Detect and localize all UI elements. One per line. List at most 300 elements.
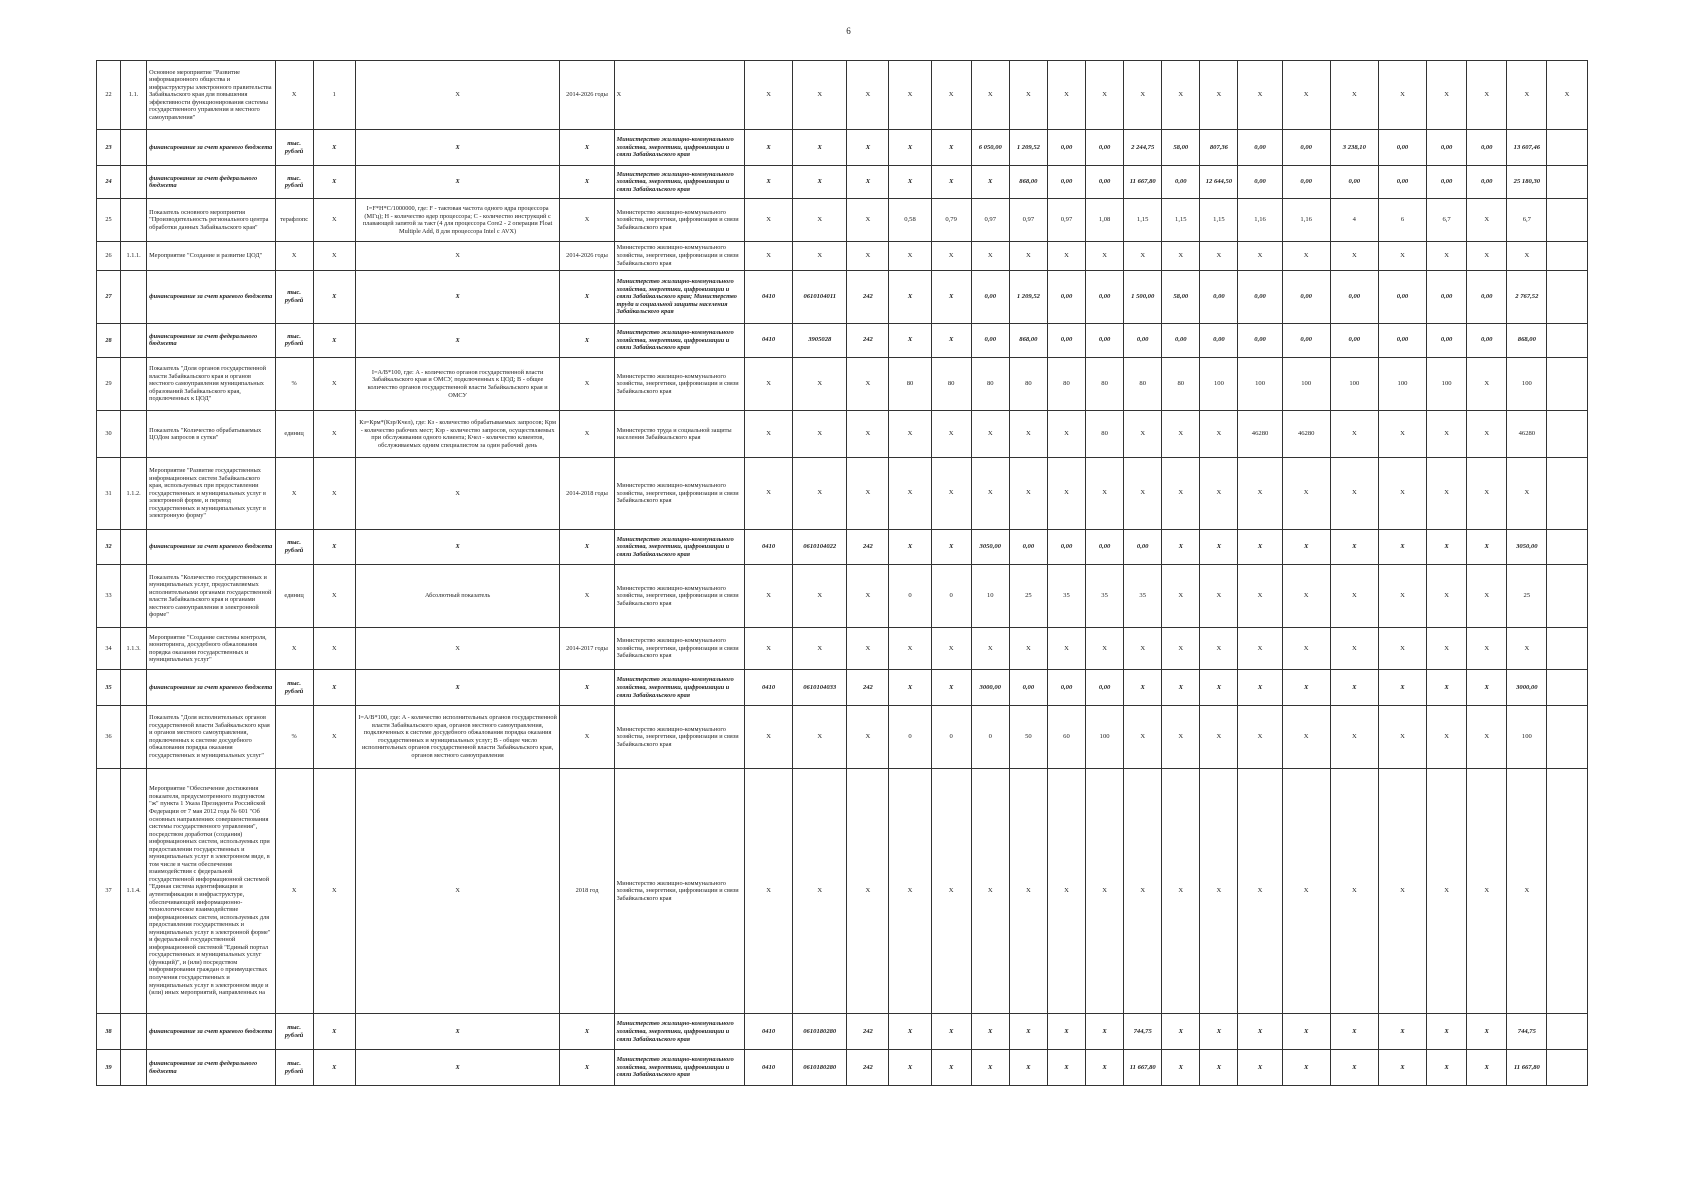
name-cell: Показатель "Доля органов государственной власти Забайкальского края и органов местного самоуправления муниципальных образований Забайкальского края, подключенных к ЦОД" <box>147 357 275 411</box>
value-cell <box>1547 357 1587 411</box>
weight-cell: Х <box>313 357 355 411</box>
table-row <box>97 1014 1645 1050</box>
period-cell: Х <box>560 529 614 565</box>
value-cell: Х <box>1427 768 1467 1014</box>
value-cell: Х <box>889 241 931 270</box>
name-cell: Показатель "Количество государственных и муниципальных услуг, предоставляемых исполнительными органами государственной власти Забайкальского края и органами местного самоуправления в электронной форме" <box>147 565 275 628</box>
value-cell: Х <box>1086 768 1124 1014</box>
row-number-cell: 23 <box>97 130 121 166</box>
value-cell: Х <box>1124 670 1162 706</box>
formula-cell: Кз=Крм*(Кзр/Кчел), где: Кз - количество обрабатываемых запросов; Крм - количество рабочих мест; Кзр - количество запросов, осуществляемых при обслуживании одного клиента; Кчел - количество клиентов, обслуживаемых одним специалистом за один рабочий день <box>355 411 560 458</box>
value-cell: Х <box>1427 670 1467 706</box>
value-cell: Х <box>1200 61 1238 130</box>
value-cell: Х <box>793 199 847 241</box>
value-cell: Х <box>1282 61 1330 130</box>
period-cell: Х <box>560 706 614 769</box>
value-cell: Х <box>931 241 971 270</box>
value-cell: Х <box>971 768 1009 1014</box>
value-cell: Х <box>1467 357 1507 411</box>
value-cell: Х <box>1378 61 1426 130</box>
value-cell: 3905028 <box>793 324 847 358</box>
value-cell: Х <box>971 241 1009 270</box>
value-cell: Х <box>1330 529 1378 565</box>
table-row <box>97 706 1645 769</box>
value-cell: 35 <box>1124 565 1162 628</box>
value-cell <box>1547 199 1587 241</box>
value-cell: Х <box>1282 529 1330 565</box>
value-cell: 60 <box>1047 706 1085 769</box>
value-cell: 0410 <box>745 670 793 706</box>
value-cell: 242 <box>847 270 889 324</box>
name-cell: Основное мероприятие "Развитие информационного общества и инфраструктуры электронного правительства Забайкальского края для повышения эффективности функционирования системы государственного управления и местного самоуправления" <box>147 61 275 130</box>
formula-cell: Х <box>355 627 560 669</box>
value-cell: Х <box>1378 768 1426 1014</box>
value-cell <box>1547 241 1587 270</box>
value-cell: Х <box>745 706 793 769</box>
value-cell: Х <box>889 627 931 669</box>
value-cell: 0,00 <box>1238 324 1282 358</box>
name-cell: Мероприятие "Создание и развитие ЦОД" <box>147 241 275 270</box>
table-row <box>97 411 1645 458</box>
value-cell: Х <box>931 324 971 358</box>
value-cell: Х <box>1378 670 1426 706</box>
period-cell: Х <box>560 130 614 166</box>
value-cell: 100 <box>1427 357 1467 411</box>
row-number-cell: 39 <box>97 1050 121 1086</box>
value-cell: Х <box>745 411 793 458</box>
value-cell: 0,58 <box>889 199 931 241</box>
value-cell: Х <box>793 61 847 130</box>
unit-cell: единиц <box>275 411 313 458</box>
unit-cell: % <box>275 357 313 411</box>
value-cell: 0610104011 <box>793 270 847 324</box>
formula-cell: I=A/B*100, где: A - количество органов государственной власти Забайкальского края и ОМСУ, подключенных к ЦОД; B - общее количество органов государственной власти Забайкальского края и ОМСУ <box>355 357 560 411</box>
value-cell: 0,00 <box>971 270 1009 324</box>
unit-cell: Х <box>275 768 313 1014</box>
value-cell: 242 <box>847 1014 889 1050</box>
value-cell: Х <box>889 529 931 565</box>
value-cell: Х <box>931 768 971 1014</box>
row-number-cell: 26 <box>97 241 121 270</box>
unit-cell: Х <box>275 627 313 669</box>
value-cell: Х <box>1427 61 1467 130</box>
value-cell: 6,7 <box>1507 199 1547 241</box>
name-cell: финансирование за счет краевого бюджета <box>147 529 275 565</box>
value-cell: 1 500,00 <box>1124 270 1162 324</box>
value-cell: Х <box>1467 529 1507 565</box>
value-cell: 1,15 <box>1200 199 1238 241</box>
value-cell: Х <box>1467 565 1507 628</box>
value-cell: Х <box>1467 706 1507 769</box>
value-cell: Х <box>847 241 889 270</box>
value-cell: 2 767,52 <box>1507 270 1547 324</box>
value-cell: 100 <box>1378 357 1426 411</box>
value-cell: 0,00 <box>1086 324 1124 358</box>
value-cell: 1,08 <box>1086 199 1124 241</box>
row-number-cell: 24 <box>97 165 121 199</box>
value-cell: Х <box>1427 706 1467 769</box>
value-cell: 0,00 <box>1047 270 1085 324</box>
value-cell: Х <box>971 165 1009 199</box>
row-number-cell: 33 <box>97 565 121 628</box>
name-cell: финансирование за счет краевого бюджета <box>147 670 275 706</box>
formula-cell: Х <box>355 768 560 1014</box>
value-cell: Х <box>1282 768 1330 1014</box>
period-cell: 2014-2026 годы <box>560 241 614 270</box>
value-cell: Х <box>1124 706 1162 769</box>
value-cell: 0,00 <box>1047 324 1085 358</box>
code-cell <box>121 706 147 769</box>
value-cell: 0610104033 <box>793 670 847 706</box>
value-cell: 0,00 <box>1200 324 1238 358</box>
value-cell: Х <box>1047 627 1085 669</box>
value-cell: 3000,00 <box>1507 670 1547 706</box>
value-cell: 0,00 <box>1378 130 1426 166</box>
value-cell: Х <box>971 61 1009 130</box>
value-cell: 0,00 <box>1238 130 1282 166</box>
code-cell <box>121 165 147 199</box>
value-cell: 0 <box>889 565 931 628</box>
unit-cell: тыс. рублей <box>275 324 313 358</box>
value-cell: 100 <box>1200 357 1238 411</box>
value-cell: Х <box>1467 458 1507 529</box>
value-cell: 0,00 <box>1047 670 1085 706</box>
value-cell <box>1547 706 1587 769</box>
unit-cell: тыс. рублей <box>275 670 313 706</box>
value-cell: Х <box>847 706 889 769</box>
value-cell: Х <box>931 165 971 199</box>
program-table <box>96 60 1645 1086</box>
value-cell: Х <box>847 627 889 669</box>
executor-cell: Министерство жилищно-коммунального хозяйства, энергетики, цифровизации и связи Забайкальского края <box>614 1050 744 1086</box>
value-cell: Х <box>1330 241 1378 270</box>
period-cell: Х <box>560 165 614 199</box>
value-cell: Х <box>1238 1050 1282 1086</box>
value-cell: Х <box>1009 1014 1047 1050</box>
code-cell <box>121 357 147 411</box>
weight-cell: Х <box>313 627 355 669</box>
period-cell: Х <box>560 270 614 324</box>
value-cell: Х <box>847 61 889 130</box>
value-cell: Х <box>889 670 931 706</box>
value-cell: Х <box>1282 1050 1330 1086</box>
unit-cell: тыс. рублей <box>275 1014 313 1050</box>
value-cell: Х <box>1467 627 1507 669</box>
weight-cell: Х <box>313 130 355 166</box>
weight-cell: 1 <box>313 61 355 130</box>
value-cell <box>1547 1014 1587 1050</box>
value-cell: Х <box>1086 1014 1124 1050</box>
value-cell: Х <box>931 458 971 529</box>
value-cell: 35 <box>1086 565 1124 628</box>
value-cell: 2 244,75 <box>1124 130 1162 166</box>
value-cell: Х <box>1200 768 1238 1014</box>
unit-cell: тыс. рублей <box>275 529 313 565</box>
value-cell: Х <box>745 768 793 1014</box>
value-cell: Х <box>1047 241 1085 270</box>
value-cell: 100 <box>1086 706 1124 769</box>
executor-cell: Министерство жилищно-коммунального хозяйства, энергетики, цифровизации и связи Забайкальского края <box>614 130 744 166</box>
weight-cell: Х <box>313 458 355 529</box>
value-cell: Х <box>1238 565 1282 628</box>
value-cell: Х <box>1047 61 1085 130</box>
formula-cell: Х <box>355 670 560 706</box>
weight-cell: Х <box>313 1050 355 1086</box>
row-number-cell: 38 <box>97 1014 121 1050</box>
value-cell: 4 <box>1330 199 1378 241</box>
row-number-cell: 27 <box>97 270 121 324</box>
weight-cell: Х <box>313 706 355 769</box>
code-cell <box>121 1014 147 1050</box>
value-cell: 0,00 <box>1086 270 1124 324</box>
value-cell: Х <box>1086 1050 1124 1086</box>
value-cell <box>1547 165 1587 199</box>
value-cell: Х <box>1162 627 1200 669</box>
value-cell: Х <box>971 627 1009 669</box>
executor-cell: Министерство жилищно-коммунального хозяйства, энергетики, цифровизации и связи Забайкальского края <box>614 357 744 411</box>
value-cell: 0,00 <box>1047 165 1085 199</box>
value-cell: Х <box>847 411 889 458</box>
value-cell: 0410 <box>745 1014 793 1050</box>
table-row <box>97 270 1645 324</box>
value-cell: Х <box>1124 411 1162 458</box>
name-cell: финансирование за счет краевого бюджета <box>147 270 275 324</box>
value-cell: 1,15 <box>1124 199 1162 241</box>
value-cell: 0610104022 <box>793 529 847 565</box>
value-cell: Х <box>745 61 793 130</box>
code-cell <box>121 1050 147 1086</box>
value-cell: 0,00 <box>1330 270 1378 324</box>
value-cell <box>1547 768 1587 1014</box>
value-cell: 0410 <box>745 324 793 358</box>
code-cell <box>121 324 147 358</box>
value-cell: Х <box>793 706 847 769</box>
value-cell: Х <box>1047 1050 1085 1086</box>
value-cell: Х <box>1124 768 1162 1014</box>
weight-cell: Х <box>313 270 355 324</box>
value-cell: Х <box>1047 411 1085 458</box>
value-cell: Х <box>1009 1050 1047 1086</box>
value-cell: 0410 <box>745 529 793 565</box>
value-cell: Х <box>1124 61 1162 130</box>
unit-cell: % <box>275 706 313 769</box>
value-cell: Х <box>793 627 847 669</box>
value-cell: 0,00 <box>971 324 1009 358</box>
unit-cell: терафлопс <box>275 199 313 241</box>
value-cell: 58,00 <box>1162 270 1200 324</box>
period-cell: 2018 год <box>560 768 614 1014</box>
formula-cell: Х <box>355 458 560 529</box>
unit-cell: тыс. рублей <box>275 1050 313 1086</box>
row-number-cell: 34 <box>97 627 121 669</box>
value-cell: Х <box>1427 529 1467 565</box>
value-cell: 0,00 <box>1378 165 1426 199</box>
weight-cell: Х <box>313 670 355 706</box>
value-cell: 242 <box>847 670 889 706</box>
value-cell: Х <box>1378 411 1426 458</box>
value-cell: 25 <box>1507 565 1547 628</box>
row-number-cell: 25 <box>97 199 121 241</box>
value-cell: Х <box>1282 1014 1330 1050</box>
value-cell: Х <box>745 199 793 241</box>
value-cell: Х <box>1427 1014 1467 1050</box>
value-cell: Х <box>847 458 889 529</box>
value-cell: Х <box>745 565 793 628</box>
value-cell: 100 <box>1282 357 1330 411</box>
value-cell: Х <box>1427 565 1467 628</box>
value-cell: Х <box>1238 768 1282 1014</box>
value-cell: Х <box>1047 458 1085 529</box>
formula-cell: Х <box>355 61 560 130</box>
name-cell: финансирование за счет краевого бюджета <box>147 1014 275 1050</box>
name-cell: Показатель "Доля исполнительных органов государственной власти Забайкальского края и органов местного самоуправления, подключенных к системе досудебного обжалования порядка оказания государственных и муниципальных услуг" <box>147 706 275 769</box>
value-cell: 80 <box>971 357 1009 411</box>
value-cell: Х <box>1282 627 1330 669</box>
weight-cell: Х <box>313 768 355 1014</box>
name-cell: Показатель "Количество обрабатываемых ЦОДом запросов в сутки" <box>147 411 275 458</box>
value-cell: Х <box>1009 411 1047 458</box>
value-cell: Х <box>793 357 847 411</box>
value-cell: Х <box>1330 411 1378 458</box>
executor-cell: Министерство жилищно-коммунального хозяйства, энергетики, цифровизации и связи Забайкальского края <box>614 1014 744 1050</box>
value-cell: Х <box>1009 768 1047 1014</box>
value-cell: 6,7 <box>1427 199 1467 241</box>
table-row <box>97 165 1645 199</box>
value-cell: Х <box>889 165 931 199</box>
value-cell: Х <box>1009 241 1047 270</box>
value-cell: Х <box>745 627 793 669</box>
unit-cell: Х <box>275 61 313 130</box>
executor-cell: Х <box>614 61 744 130</box>
unit-cell: единиц <box>275 565 313 628</box>
value-cell: 0 <box>889 706 931 769</box>
executor-cell: Министерство жилищно-коммунального хозяйства, энергетики, цифровизации и связи Забайкальского края <box>614 768 744 1014</box>
value-cell: Х <box>1162 706 1200 769</box>
value-cell: Х <box>1330 768 1378 1014</box>
code-cell <box>121 411 147 458</box>
value-cell: Х <box>1378 1014 1426 1050</box>
value-cell: Х <box>1162 670 1200 706</box>
table-row <box>97 61 1645 130</box>
value-cell: Х <box>931 1050 971 1086</box>
value-cell: Х <box>1162 565 1200 628</box>
value-cell: Х <box>1162 768 1200 1014</box>
weight-cell: Х <box>313 411 355 458</box>
value-cell: Х <box>971 411 1009 458</box>
code-cell: 1.1.1. <box>121 241 147 270</box>
value-cell: Х <box>889 324 931 358</box>
value-cell: 0,00 <box>1200 270 1238 324</box>
value-cell: 744,75 <box>1124 1014 1162 1050</box>
weight-cell: Х <box>313 165 355 199</box>
weight-cell: Х <box>313 565 355 628</box>
value-cell: Х <box>1238 1014 1282 1050</box>
value-cell: 25 <box>1009 565 1047 628</box>
value-cell: Х <box>1162 529 1200 565</box>
row-number-cell: 31 <box>97 458 121 529</box>
value-cell: Х <box>847 768 889 1014</box>
value-cell: Х <box>1238 61 1282 130</box>
value-cell: Х <box>1047 1014 1085 1050</box>
value-cell: 6 <box>1378 199 1426 241</box>
value-cell: Х <box>793 768 847 1014</box>
value-cell: 3000,00 <box>971 670 1009 706</box>
value-cell: 100 <box>1330 357 1378 411</box>
code-cell <box>121 529 147 565</box>
value-cell <box>1547 627 1587 669</box>
value-cell: Х <box>1467 199 1507 241</box>
value-cell: Х <box>889 1050 931 1086</box>
value-cell: 0,00 <box>1047 529 1085 565</box>
table-row <box>97 627 1645 669</box>
value-cell: 868,00 <box>1009 165 1047 199</box>
value-cell: Х <box>931 61 971 130</box>
value-cell: 13 607,46 <box>1507 130 1547 166</box>
value-cell: 100 <box>1507 357 1547 411</box>
value-cell: 3 238,10 <box>1330 130 1378 166</box>
value-cell: Х <box>1200 565 1238 628</box>
table-row <box>97 529 1645 565</box>
formula-cell: Х <box>355 270 560 324</box>
period-cell: 2014-2017 годы <box>560 627 614 669</box>
table-row <box>97 1050 1645 1086</box>
value-cell: 0,00 <box>1047 130 1085 166</box>
code-cell <box>121 565 147 628</box>
table-row <box>97 670 1645 706</box>
value-cell: 6 050,00 <box>971 130 1009 166</box>
value-cell: Х <box>1200 627 1238 669</box>
value-cell: 58,00 <box>1162 130 1200 166</box>
value-cell: Х <box>1378 241 1426 270</box>
value-cell: 1,15 <box>1162 199 1200 241</box>
executor-cell: Министерство жилищно-коммунального хозяйства, энергетики, цифровизации и связи Забайкальского края <box>614 565 744 628</box>
value-cell: 1 209,52 <box>1009 270 1047 324</box>
value-cell <box>1547 565 1587 628</box>
executor-cell: Министерство жилищно-коммунального хозяйства, энергетики, цифровизации и связи Забайкальского края <box>614 706 744 769</box>
value-cell: 1 209,52 <box>1009 130 1047 166</box>
value-cell: Х <box>847 165 889 199</box>
value-cell: Х <box>847 357 889 411</box>
period-cell: 2014-2018 годы <box>560 458 614 529</box>
value-cell: 35 <box>1047 565 1085 628</box>
value-cell: Х <box>1427 458 1467 529</box>
value-cell: Х <box>1282 670 1330 706</box>
value-cell: Х <box>1507 241 1547 270</box>
table-row <box>97 241 1645 270</box>
value-cell: Х <box>889 61 931 130</box>
formula-cell: Х <box>355 130 560 166</box>
value-cell: Х <box>931 670 971 706</box>
row-number-cell: 22 <box>97 61 121 130</box>
value-cell: 0,00 <box>1467 270 1507 324</box>
code-cell <box>121 130 147 166</box>
value-cell: 100 <box>1507 706 1547 769</box>
value-cell: Х <box>889 130 931 166</box>
value-cell: Х <box>1162 61 1200 130</box>
value-cell: 1,16 <box>1238 199 1282 241</box>
value-cell <box>1547 670 1587 706</box>
value-cell: Х <box>1162 1014 1200 1050</box>
value-cell: 242 <box>847 529 889 565</box>
value-cell: 0410 <box>745 1050 793 1086</box>
value-cell: 50 <box>1009 706 1047 769</box>
value-cell: Х <box>1238 241 1282 270</box>
value-cell: Х <box>1378 1050 1426 1086</box>
value-cell: 0,00 <box>1162 165 1200 199</box>
code-cell: 1.1.3. <box>121 627 147 669</box>
value-cell: 0,00 <box>1467 324 1507 358</box>
period-cell: 2014-2026 годы <box>560 61 614 130</box>
